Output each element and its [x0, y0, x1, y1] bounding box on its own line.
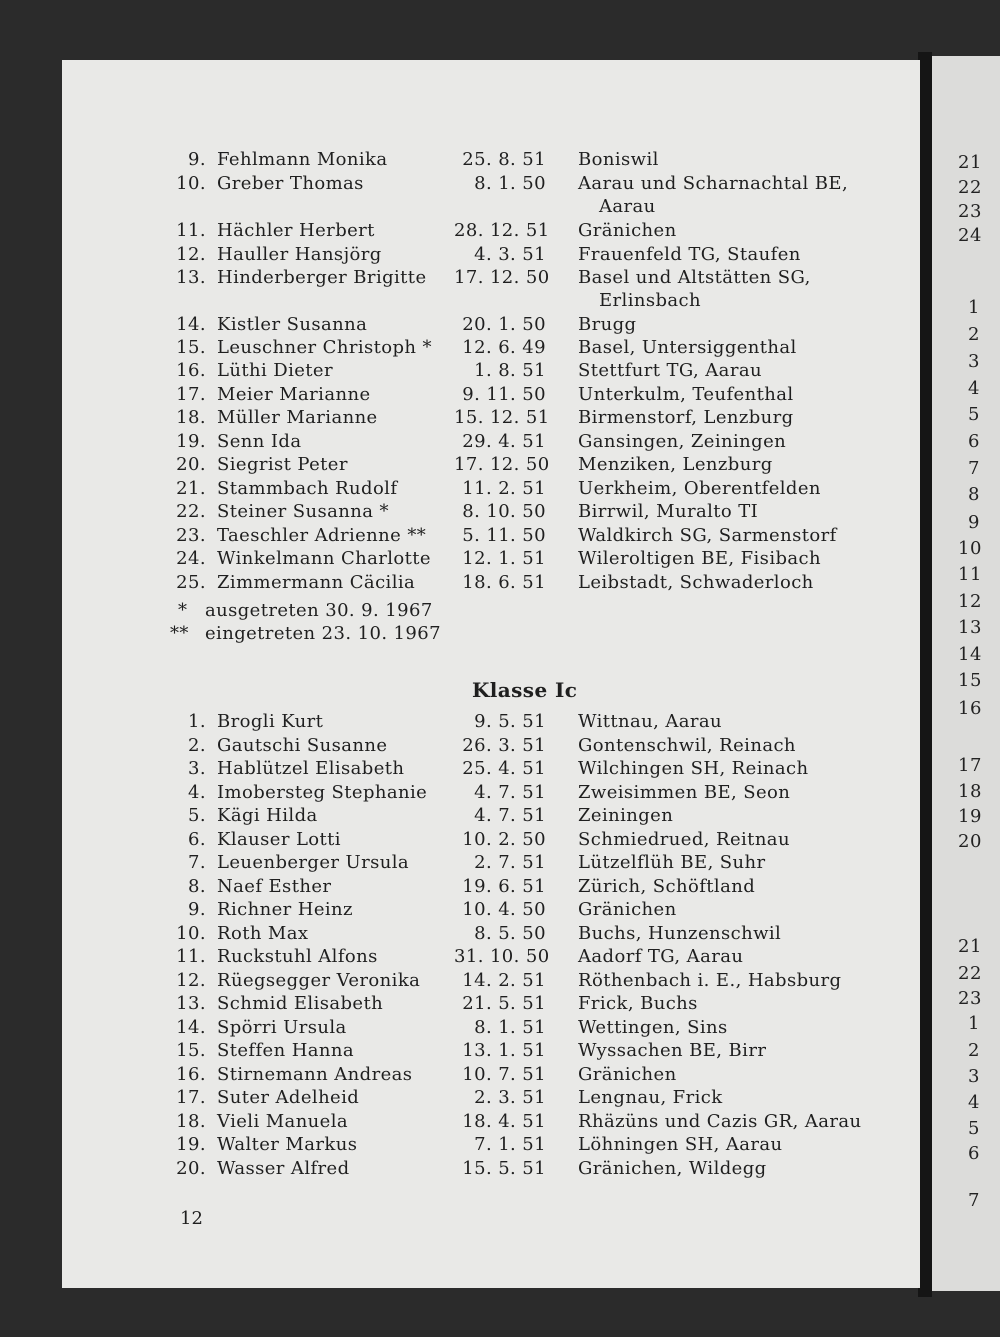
entry-number: 15.	[176, 1040, 206, 1061]
student-name: Kistler Susanna	[217, 314, 368, 335]
birth-date: 26. 3. 51	[462, 735, 546, 756]
entry-number: 8.	[188, 876, 206, 897]
adjacent-page-edge	[932, 56, 1000, 1291]
hometown-residence: Birmenstorf, Lenzburg	[578, 407, 794, 428]
birth-date: 17. 12. 50	[454, 267, 550, 288]
hometown-residence: Wilchingen SH, Reinach	[578, 758, 809, 779]
adjacent-page-number: 13	[958, 617, 982, 638]
list-item	[62, 1063, 920, 1087]
student-name: Siegrist Peter	[217, 454, 348, 475]
entry-number: 14.	[176, 1017, 206, 1038]
entry-number: 19.	[176, 431, 206, 452]
adjacent-page-number: 2	[968, 1040, 980, 1061]
entry-number: 3.	[188, 758, 206, 779]
student-name: Kägi Hilda	[217, 805, 318, 826]
list-item	[62, 922, 920, 946]
birth-date: 15. 12. 51	[454, 407, 550, 428]
student-name: Brogli Kurt	[217, 711, 324, 732]
list-item	[62, 945, 920, 969]
adjacent-page-number: 5	[968, 1118, 980, 1139]
student-name: Stammbach Rudolf	[217, 478, 398, 499]
adjacent-page-number: 22	[958, 177, 982, 198]
list-item	[62, 1016, 920, 1040]
hometown-residence: Uerkheim, Oberentfelden	[578, 478, 821, 499]
student-name: Suter Adelheid	[217, 1087, 360, 1108]
adjacent-page-number: 23	[958, 988, 982, 1009]
birth-date: 28. 12. 51	[454, 220, 550, 241]
student-name: Walter Markus	[217, 1134, 358, 1155]
student-name: Greber Thomas	[217, 173, 364, 194]
student-name: Winkelmann Charlotte	[217, 548, 431, 569]
student-list-section-b	[62, 60, 920, 1288]
entry-number: 17.	[176, 1087, 206, 1108]
list-item	[62, 875, 920, 899]
student-name: Schmid Elisabeth	[217, 993, 384, 1014]
entry-number: 10.	[176, 923, 206, 944]
adjacent-page-number: 4	[968, 1092, 980, 1113]
entry-number: 17.	[176, 384, 206, 405]
birth-date: 25. 4. 51	[462, 758, 546, 779]
adjacent-page-number: 15	[958, 670, 982, 691]
adjacent-page-number: 5	[968, 404, 980, 425]
hometown-residence: Waldkirch SG, Sarmenstorf	[578, 525, 837, 546]
list-item	[62, 804, 920, 828]
hometown-residence: Wittnau, Aarau	[578, 711, 723, 732]
hometown-residence: Gränichen	[578, 220, 677, 241]
list-item	[62, 898, 920, 922]
student-name: Roth Max	[217, 923, 309, 944]
entry-number: 9.	[188, 149, 206, 170]
list-item	[62, 1086, 920, 1110]
birth-date: 21. 5. 51	[462, 993, 546, 1014]
adjacent-page-number: 17	[958, 755, 982, 776]
hometown-continuation: Erlinsbach	[599, 290, 702, 311]
adjacent-page-number: 4	[968, 378, 980, 399]
hometown-residence: Zürich, Schöftland	[578, 876, 756, 897]
list-item	[62, 1157, 920, 1181]
entry-number: 4.	[188, 782, 206, 803]
birth-date: 12. 1. 51	[462, 548, 546, 569]
student-name: Gautschi Susanne	[217, 735, 388, 756]
hometown-residence: Lützelflüh BE, Suhr	[578, 852, 766, 873]
list-item	[62, 992, 920, 1016]
student-name: Müller Marianne	[217, 407, 378, 428]
list-item	[62, 851, 920, 875]
hometown-residence: Gontenschwil, Reinach	[578, 735, 796, 756]
adjacent-page-number: 16	[958, 698, 982, 719]
entry-number: 13.	[176, 267, 206, 288]
list-item	[62, 781, 920, 805]
hometown-residence: Wileroltigen BE, Fisibach	[578, 548, 822, 569]
entry-number: 20.	[176, 1158, 206, 1179]
birth-date: 18. 4. 51	[462, 1111, 546, 1132]
entry-number: 13.	[176, 993, 206, 1014]
hometown-residence: Aadorf TG, Aarau	[578, 946, 744, 967]
hometown-residence: Zeiningen	[578, 805, 674, 826]
list-item	[62, 969, 920, 993]
birth-date: 11. 2. 51	[462, 478, 546, 499]
list-item	[62, 710, 920, 734]
birth-date: 13. 1. 51	[462, 1040, 546, 1061]
hometown-continuation: Aarau	[599, 196, 656, 217]
birth-date: 4. 7. 51	[474, 805, 546, 826]
hometown-residence: Rhäzüns und Cazis GR, Aarau	[578, 1111, 862, 1132]
entry-number: 16.	[176, 360, 206, 381]
list-item	[62, 734, 920, 758]
birth-date: 1. 8. 51	[474, 360, 546, 381]
entry-number: 16.	[176, 1064, 206, 1085]
page-number: 12	[180, 1208, 203, 1229]
adjacent-page-number: 3	[968, 1066, 980, 1087]
entry-number: 15.	[176, 337, 206, 358]
hometown-residence: Wettingen, Sins	[578, 1017, 728, 1038]
birth-date: 20. 1. 50	[462, 314, 546, 335]
list-item	[62, 828, 920, 852]
entry-number: 14.	[176, 314, 206, 335]
adjacent-page-number: 9	[968, 512, 980, 533]
hometown-residence: Gansingen, Zeiningen	[578, 431, 787, 452]
birth-date: 15. 5. 51	[462, 1158, 546, 1179]
student-name: Senn Ida	[217, 431, 302, 452]
entry-number: 6.	[188, 829, 206, 850]
adjacent-page-number: 24	[958, 225, 982, 246]
student-name: Imobersteg Stephanie	[217, 782, 428, 803]
list-item	[62, 1133, 920, 1157]
student-name: Richner Heinz	[217, 899, 353, 920]
hometown-residence: Leibstadt, Schwaderloch	[578, 572, 814, 593]
entry-number: 18.	[176, 1111, 206, 1132]
footnote-mark: **	[170, 623, 189, 644]
list-item	[62, 757, 920, 781]
student-name: Ruckstuhl Alfons	[217, 946, 378, 967]
entry-number: 12.	[176, 970, 206, 991]
adjacent-page-number: 21	[958, 936, 982, 957]
entry-number: 25.	[176, 572, 206, 593]
student-name: Stirnemann Andreas	[217, 1064, 413, 1085]
entry-number: 21.	[176, 478, 206, 499]
birth-date: 12. 6. 49	[462, 337, 546, 358]
birth-date: 4. 7. 51	[474, 782, 546, 803]
hometown-residence: Zweisimmen BE, Seon	[578, 782, 791, 803]
hometown-residence: Frauenfeld TG, Staufen	[578, 244, 801, 265]
student-name: Naef Esther	[217, 876, 332, 897]
birth-date: 29. 4. 51	[462, 431, 546, 452]
hometown-residence: Gränichen	[578, 899, 677, 920]
hometown-residence: Gränichen, Wildegg	[578, 1158, 767, 1179]
adjacent-page-number: 2	[968, 324, 980, 345]
list-item	[62, 1110, 920, 1134]
entry-number: 9.	[188, 899, 206, 920]
entry-number: 19.	[176, 1134, 206, 1155]
list-item	[62, 1039, 920, 1063]
entry-number: 23.	[176, 525, 206, 546]
adjacent-page-number: 6	[968, 1143, 980, 1164]
adjacent-page-number: 3	[968, 351, 980, 372]
adjacent-page-number: 23	[958, 201, 982, 222]
birth-date: 9. 11. 50	[462, 384, 546, 405]
hometown-residence: Basel, Untersiggenthal	[578, 337, 797, 358]
student-name: Steiner Susanna *	[217, 501, 389, 522]
student-name: Rüegsegger Veronika	[217, 970, 421, 991]
birth-date: 5. 11. 50	[462, 525, 546, 546]
hometown-residence: Röthenbach i. E., Habsburg	[578, 970, 842, 991]
student-name: Fehlmann Monika	[217, 149, 388, 170]
adjacent-page-number: 21	[958, 152, 982, 173]
document-page	[62, 60, 920, 1288]
hometown-residence: Gränichen	[578, 1064, 677, 1085]
birth-date: 9. 5. 51	[474, 711, 546, 732]
hometown-residence: Birrwil, Muralto TI	[578, 501, 759, 522]
birth-date: 2. 3. 51	[474, 1087, 546, 1108]
adjacent-page-number: 18	[958, 781, 982, 802]
birth-date: 14. 2. 51	[462, 970, 546, 991]
entry-number: 11.	[176, 946, 206, 967]
student-name: Lüthi Dieter	[217, 360, 333, 381]
birth-date: 10. 2. 50	[462, 829, 546, 850]
adjacent-page-number: 20	[958, 831, 982, 852]
adjacent-page-number: 1	[968, 297, 980, 318]
entry-number: 12.	[176, 244, 206, 265]
footnote-text: ausgetreten 30. 9. 1967	[205, 600, 433, 621]
hometown-residence: Basel und Altstätten SG,	[578, 267, 811, 288]
class-heading: Klasse Ic	[472, 678, 578, 702]
hometown-residence: Menziken, Lenzburg	[578, 454, 773, 475]
hometown-residence: Löhningen SH, Aarau	[578, 1134, 783, 1155]
adjacent-page-number: 7	[968, 1190, 980, 1211]
student-name: Hächler Herbert	[217, 220, 375, 241]
birth-date: 8. 1. 50	[474, 173, 546, 194]
birth-date: 2. 7. 51	[474, 852, 546, 873]
hometown-residence: Wyssachen BE, Birr	[578, 1040, 767, 1061]
adjacent-page-number: 10	[958, 538, 982, 559]
birth-date: 8. 1. 51	[474, 1017, 546, 1038]
adjacent-page-number: 7	[968, 458, 980, 479]
birth-date: 25. 8. 51	[462, 149, 546, 170]
birth-date: 10. 7. 51	[462, 1064, 546, 1085]
student-name: Zimmermann Cäcilia	[217, 572, 416, 593]
hometown-residence: Buchs, Hunzenschwil	[578, 923, 782, 944]
adjacent-page-number: 12	[958, 591, 982, 612]
adjacent-page-number: 6	[968, 431, 980, 452]
student-name: Hablützel Elisabeth	[217, 758, 405, 779]
birth-date: 19. 6. 51	[462, 876, 546, 897]
entry-number: 24.	[176, 548, 206, 569]
student-name: Leuenberger Ursula	[217, 852, 410, 873]
hometown-residence: Frick, Buchs	[578, 993, 698, 1014]
hometown-residence: Schmiedrued, Reitnau	[578, 829, 790, 850]
adjacent-page-number: 8	[968, 484, 980, 505]
student-name: Wasser Alfred	[217, 1158, 350, 1179]
birth-date: 8. 10. 50	[462, 501, 546, 522]
birth-date: 7. 1. 51	[474, 1134, 546, 1155]
adjacent-page-number: 11	[958, 564, 982, 585]
entry-number: 1.	[188, 711, 206, 732]
adjacent-page-number: 22	[958, 963, 982, 984]
footnote-mark: *	[178, 600, 188, 621]
entry-number: 20.	[176, 454, 206, 475]
student-name: Meier Marianne	[217, 384, 371, 405]
hometown-residence: Stettfurt TG, Aarau	[578, 360, 762, 381]
student-name: Hauller Hansjörg	[217, 244, 382, 265]
hometown-residence: Unterkulm, Teufenthal	[578, 384, 794, 405]
entry-number: 18.	[176, 407, 206, 428]
adjacent-page-number: 1	[968, 1013, 980, 1034]
hometown-residence: Boniswil	[578, 149, 659, 170]
book-gutter	[918, 52, 932, 1297]
entry-number: 7.	[188, 852, 206, 873]
birth-date: 17. 12. 50	[454, 454, 550, 475]
birth-date: 4. 3. 51	[474, 244, 546, 265]
birth-date: 10. 4. 50	[462, 899, 546, 920]
footnote-text: eingetreten 23. 10. 1967	[205, 623, 441, 644]
adjacent-page-number: 14	[958, 644, 982, 665]
hometown-residence: Lengnau, Frick	[578, 1087, 723, 1108]
entry-number: 2.	[188, 735, 206, 756]
adjacent-page-number: 19	[958, 806, 982, 827]
birth-date: 8. 5. 50	[474, 923, 546, 944]
entry-number: 5.	[188, 805, 206, 826]
student-name: Vieli Manuela	[217, 1111, 349, 1132]
student-name: Klauser Lotti	[217, 829, 341, 850]
student-name: Steffen Hanna	[217, 1040, 355, 1061]
birth-date: 31. 10. 50	[454, 946, 550, 967]
entry-number: 22.	[176, 501, 206, 522]
student-name: Leuschner Christoph *	[217, 337, 432, 358]
entry-number: 11.	[176, 220, 206, 241]
hometown-residence: Aarau und Scharnachtal BE,	[578, 173, 849, 194]
birth-date: 18. 6. 51	[462, 572, 546, 593]
entry-number: 10.	[176, 173, 206, 194]
student-name: Hinderberger Brigitte	[217, 267, 427, 288]
student-name: Spörri Ursula	[217, 1017, 347, 1038]
student-name: Taeschler Adrienne **	[217, 525, 427, 546]
hometown-residence: Brugg	[578, 314, 637, 335]
